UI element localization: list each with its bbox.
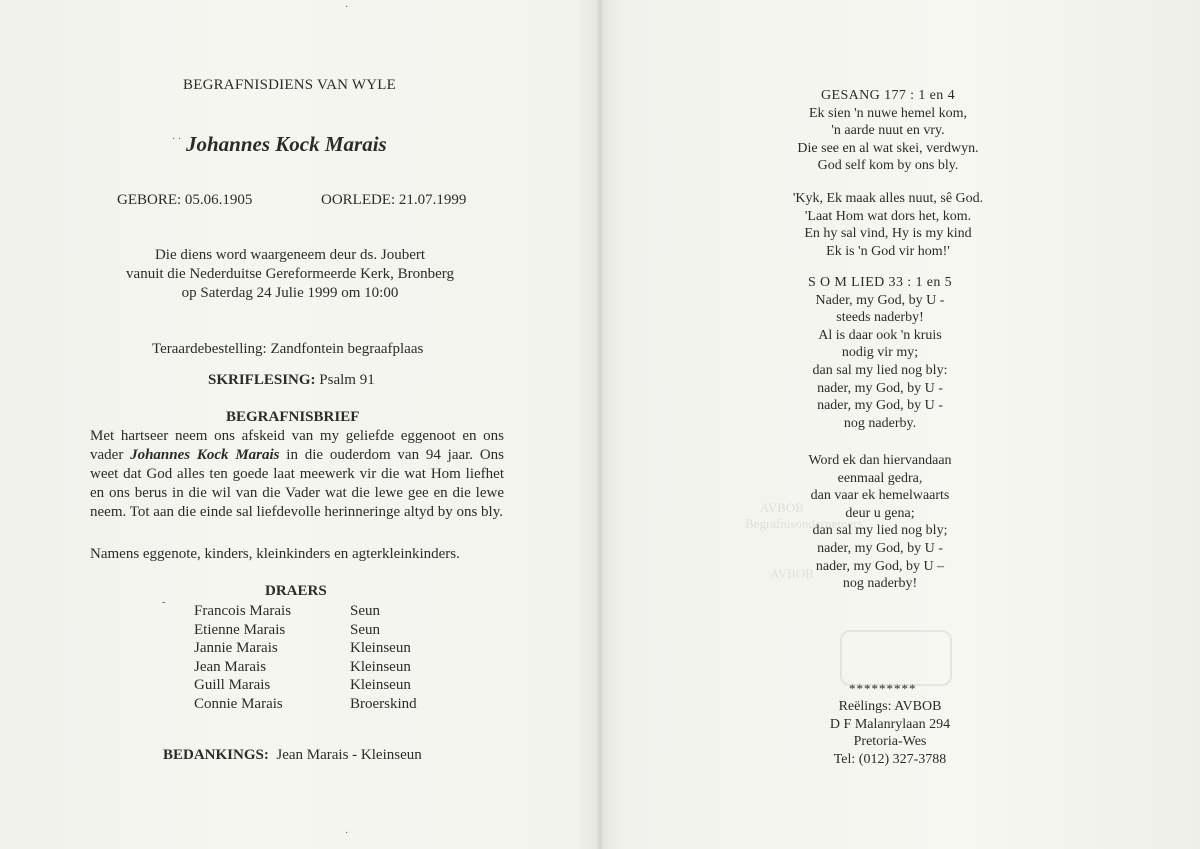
hymn-line: nader, my God, by U - xyxy=(817,540,943,556)
letter-deceased-name: Johannes Kock Marais xyxy=(130,447,280,463)
arrangements-line: Pretoria-Wes xyxy=(853,734,927,750)
born-date: 05.06.1905 xyxy=(184,192,253,208)
hymn-line: Nader, my God, by U - xyxy=(815,292,945,308)
hymn-line: nader, my God, by U - xyxy=(817,380,943,396)
bearer-name: Jannie Marais xyxy=(194,640,278,656)
hymn-1-title: GESANG 177 : 1 en 4 xyxy=(821,88,955,103)
funeral-letter xyxy=(90,427,504,522)
hymn-1-verse-2 xyxy=(688,190,1088,260)
bearer-name: Guill Marais xyxy=(194,677,271,693)
hymn-line: En hy sal vind, Hy is my kind xyxy=(804,226,972,242)
bearer-name: Jean Marais xyxy=(194,658,267,675)
hymn-line: nog naderby. xyxy=(843,415,917,431)
hymn-line: eenmaal gedra, xyxy=(837,470,923,486)
letter-text: in die ouderdom van 94 jaar. Ons weet dat God alles ten goede laat meewerk vir die wat Hom liefhet en ons berus in die wil van die Vader wat die lewe gee en die lewe neem. Tot aan die einde sal liefdevolle herinneringe altyd by ons bly. xyxy=(90,447,504,520)
arrangements-line: Tel: (012) 327-3788 xyxy=(833,751,947,767)
paper-speck: · xyxy=(345,828,349,839)
hymn-line: steeds naderby! xyxy=(836,310,924,326)
hymn-line: nader, my God, by U – xyxy=(815,558,945,574)
hymn-line: 'Laat Hom wat dors het, kom. xyxy=(804,208,972,224)
bearer-relation: Broerskind xyxy=(350,695,417,712)
bearer-relation: Seun xyxy=(350,621,380,638)
hymn-line: deur u gena; xyxy=(845,505,915,521)
letter-title: BEGRAFNISBRIEF xyxy=(226,409,360,425)
hymn-line: 'n aarde nuut en vry. xyxy=(831,123,945,139)
thanks-label: BEDANKINGS: xyxy=(163,747,269,763)
bearer-relation: Seun xyxy=(350,603,380,619)
arrangements-block xyxy=(760,698,1020,768)
born-line xyxy=(117,192,252,209)
paper-speck: · xyxy=(345,2,349,13)
bearer-row xyxy=(194,621,417,640)
show-through-text: Begrafnisondernemers xyxy=(745,516,863,531)
hymn-line: nodig vir my; xyxy=(841,345,919,361)
hymn-line: dan sal my lied nog bly; xyxy=(812,523,948,539)
family-line: Namens eggenote, kinders, kleinkinders en agterkleinkinders. xyxy=(90,546,460,562)
hymn-line: Word ek dan hiervandaan xyxy=(808,453,952,468)
hymn-2-verse-2 xyxy=(680,452,1080,593)
hymn-line: nog naderby! xyxy=(842,576,918,592)
bearer-name: Francois Marais xyxy=(194,603,292,619)
bearer-row xyxy=(194,639,417,658)
died-date: 21.07.1999 xyxy=(398,192,467,208)
died-label: OORLEDE: xyxy=(321,192,396,208)
scripture-reading xyxy=(208,372,375,389)
bearer-relation: Kleinseun xyxy=(350,640,411,656)
died-line xyxy=(321,192,466,209)
reading-text: Psalm 91 xyxy=(319,372,375,388)
bearer-row xyxy=(194,602,417,621)
service-line: vanuit die Nederduitse Gereformeerde Kerk, Bronberg xyxy=(126,266,454,282)
paper-speck: · · xyxy=(172,134,182,145)
bearer-name: Etienne Marais xyxy=(194,621,286,638)
bearer-row xyxy=(194,676,417,695)
separator-stars: ********* xyxy=(849,681,917,696)
hymn-line: dan vaar ek hemelwaarts xyxy=(810,488,950,504)
letter-text: Met hartseer neem ons afskeid van my geliefde eggenoot en ons vader xyxy=(90,428,504,463)
hymn-2-verse-1 xyxy=(680,274,1080,432)
hymn-line: Ek sien 'n nuwe hemel kom, xyxy=(808,105,968,121)
service-details xyxy=(100,246,480,303)
reading-label: SKRIFLESING: xyxy=(208,372,316,388)
hymn-line: God self kom by ons bly. xyxy=(817,158,959,174)
thanks-text: Jean Marais - Kleinseun xyxy=(276,747,422,763)
hymn-1-verse-1 xyxy=(688,87,1088,175)
left-page xyxy=(0,0,598,849)
bearers-list xyxy=(194,602,417,713)
bearer-row xyxy=(194,658,417,677)
burial-place: Teraardebestelling: Zandfontein begraafplaas xyxy=(152,341,424,357)
thanks-line xyxy=(163,747,422,764)
hymn-line: Ek is 'n God vir hom!' xyxy=(826,243,950,259)
bearer-relation: Kleinseun xyxy=(350,677,411,693)
arrangements-line: D F Malanrylaan 294 xyxy=(829,716,951,732)
bearer-row xyxy=(194,695,417,714)
bearer-name: Connie Marais xyxy=(194,695,283,712)
paper-speck: - xyxy=(162,597,166,608)
show-through-text: AVBOB xyxy=(760,500,804,515)
bearers-title: DRAERS xyxy=(265,583,327,599)
hymn-2-title: S O M LIED 33 : 1 en 5 xyxy=(807,275,953,290)
bearer-relation: Kleinseun xyxy=(350,658,411,675)
hymn-line: dan sal my lied nog bly: xyxy=(812,362,948,378)
service-heading: BEGRAFNISDIENS VAN WYLE xyxy=(183,77,396,93)
hymn-line: nader, my God, by U - xyxy=(817,398,943,414)
service-line: op Saterdag 24 Julie 1999 om 10:00 xyxy=(181,285,399,301)
born-label: GEBORE: xyxy=(117,192,182,208)
arrangements-line: Reëlings: AVBOB xyxy=(838,699,942,714)
show-through-text: AVBOB xyxy=(770,566,814,581)
service-line: Die diens word waargeneem deur ds. Joubert xyxy=(154,247,426,263)
hymn-line: Die see en al wat skei, verdwyn. xyxy=(797,140,979,156)
deceased-name: Johannes Kock Marais xyxy=(186,132,387,156)
hymn-line: Al is daar ook 'n kruis xyxy=(818,327,942,343)
show-through-stamp xyxy=(840,630,952,686)
hymn-line: 'Kyk, Ek maak alles nuut, sê God. xyxy=(792,191,984,206)
